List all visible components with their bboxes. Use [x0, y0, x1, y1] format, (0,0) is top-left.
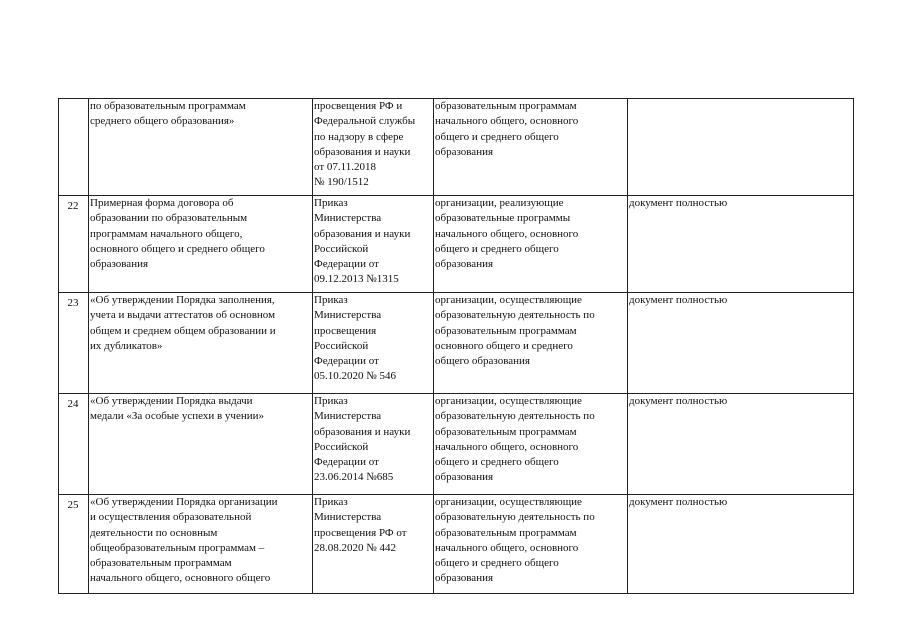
row-number: 22 [59, 196, 89, 293]
document-name-cell: «Об утверждении Порядка организации и осуществления образовательной деятельности по основным общеобразовательным программам – образовательным программам начального общего, основного общего [89, 495, 313, 594]
row-number: 24 [59, 394, 89, 495]
row-number [59, 99, 89, 196]
approving-act-cell: Приказ Министерства просвещения РФ от 28.08.2020 № 442 [313, 495, 434, 594]
scope-cell [628, 99, 854, 196]
applies-to-cell: организации, реализующие образовательные программы начального общего, основного общего и среднего общего образования [434, 196, 628, 293]
scope-cell: документ полностью [628, 394, 854, 495]
table-row [59, 99, 854, 196]
table-row [59, 394, 854, 495]
table-row [59, 196, 854, 293]
approving-act-cell: Приказ Министерства просвещения Российской Федерации от 05.10.2020 № 546 [313, 293, 434, 394]
document-name-cell: по образовательным программам среднего общего образования» [89, 99, 313, 196]
table-row [59, 495, 854, 594]
applies-to-cell: организации, осуществляющие образовательную деятельность по образовательным программам основного общего и среднего общего образования [434, 293, 628, 394]
table-row [59, 293, 854, 394]
approving-act-cell: Приказ Министерства образования и науки Российской Федерации от 23.06.2014 №685 [313, 394, 434, 495]
applies-to-cell: образовательным программам начального общего, основного общего и среднего общего образования [434, 99, 628, 196]
regulations-table [58, 98, 854, 594]
applies-to-cell: организации, осуществляющие образовательную деятельность по образовательным программам начального общего, основного общего и среднего общего образования [434, 394, 628, 495]
row-number: 23 [59, 293, 89, 394]
document-name-cell: Примерная форма договора об образовании по образовательным программам начального общего, основного общего и среднего общего образования [89, 196, 313, 293]
scope-cell: документ полностью [628, 495, 854, 594]
scope-cell: документ полностью [628, 196, 854, 293]
approving-act-cell: просвещения РФ и Федеральной службы по надзору в сфере образования и науки от 07.11.2018 № 190/1512 [313, 99, 434, 196]
approving-act-cell: Приказ Министерства образования и науки Российской Федерации от 09.12.2013 №1315 [313, 196, 434, 293]
document-name-cell: «Об утверждении Порядка выдачи медали «За особые успехи в учении» [89, 394, 313, 495]
applies-to-cell: организации, осуществляющие образовательную деятельность по образовательным программам начального общего, основного общего и среднего общего образования [434, 495, 628, 594]
document-name-cell: «Об утверждении Порядка заполнения, учета и выдачи аттестатов об основном общем и среднем общем образовании и их дубликатов» [89, 293, 313, 394]
row-number: 25 [59, 495, 89, 594]
scope-cell: документ полностью [628, 293, 854, 394]
